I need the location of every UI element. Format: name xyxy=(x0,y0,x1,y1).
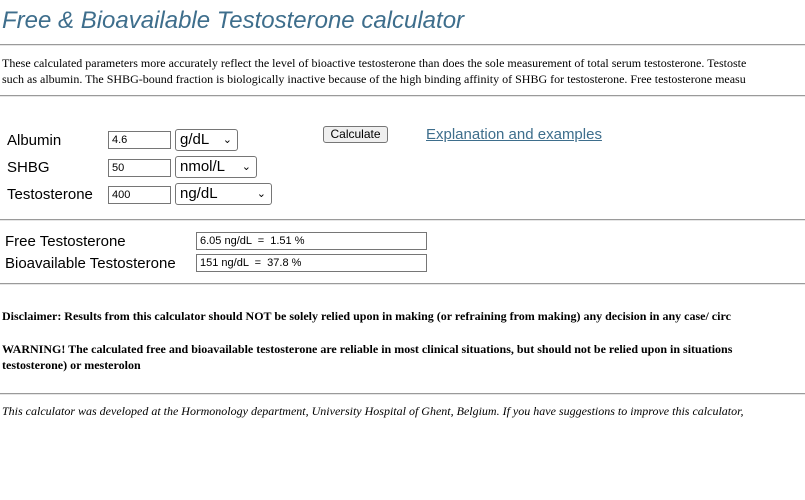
shbg-label: SHBG xyxy=(7,159,50,176)
shbg-unit-value: nmol/L xyxy=(180,158,226,175)
intro-text-line-2: such as albumin. The SHBG-bound fraction is biologically inactive because of the high binding affinity of SHBG for testosterone. Free testosterone measu xyxy=(2,72,746,86)
shbg-unit-select[interactable] xyxy=(175,156,257,178)
divider xyxy=(0,219,805,221)
testosterone-label: Testosterone xyxy=(7,186,93,203)
testosterone-unit-value: ng/dL xyxy=(180,185,218,202)
chevron-down-icon: ⌄ xyxy=(241,161,251,173)
intro-text-line-1: These calculated parameters more accurately reflect the level of bioactive testosterone than does the sole measurement of total serum testosterone. Testoste xyxy=(2,56,747,70)
chevron-down-icon: ⌄ xyxy=(256,188,266,200)
testosterone-input[interactable]: 400 xyxy=(108,186,171,204)
divider xyxy=(0,95,805,97)
testosterone-unit-select[interactable] xyxy=(175,183,272,205)
footer-text: This calculator was developed at the Hormonology department, University Hospital of Ghent, Belgium. If you have suggestions to improve this calculator, xyxy=(2,404,744,418)
bioavailable-testosterone-label: Bioavailable Testosterone xyxy=(5,255,176,272)
free-testosterone-label: Free Testosterone xyxy=(5,233,126,250)
page-title: Free & Bioavailable Testosterone calculator xyxy=(2,7,465,34)
divider xyxy=(0,44,805,46)
warning-text-line-1: WARNING! The calculated free and bioavailable testosterone are reliable in most clinical situations, but should not be relied upon in situations xyxy=(2,342,733,356)
shbg-input[interactable]: 50 xyxy=(108,159,171,177)
disclaimer-text: Disclaimer: Results from this calculator should NOT be solely relied upon in making (or refraining from making) any decision in any case/ circ xyxy=(2,309,731,323)
albumin-unit-value: g/dL xyxy=(180,131,210,148)
explanation-link[interactable]: Explanation and examples xyxy=(426,126,602,143)
calculate-button[interactable]: Calculate xyxy=(323,126,388,143)
chevron-down-icon: ⌄ xyxy=(222,134,232,146)
divider xyxy=(0,393,805,395)
albumin-input[interactable]: 4.6 xyxy=(108,131,171,149)
albumin-label: Albumin xyxy=(7,132,62,149)
warning-text-line-2: testosterone) or mesterolon xyxy=(2,358,141,372)
albumin-unit-select[interactable] xyxy=(175,129,238,151)
free-testosterone-output[interactable]: 6.05 ng/dL = 1.51 % xyxy=(196,232,427,250)
bioavailable-testosterone-output[interactable]: 151 ng/dL = 37.8 % xyxy=(196,254,427,272)
divider xyxy=(0,283,805,285)
